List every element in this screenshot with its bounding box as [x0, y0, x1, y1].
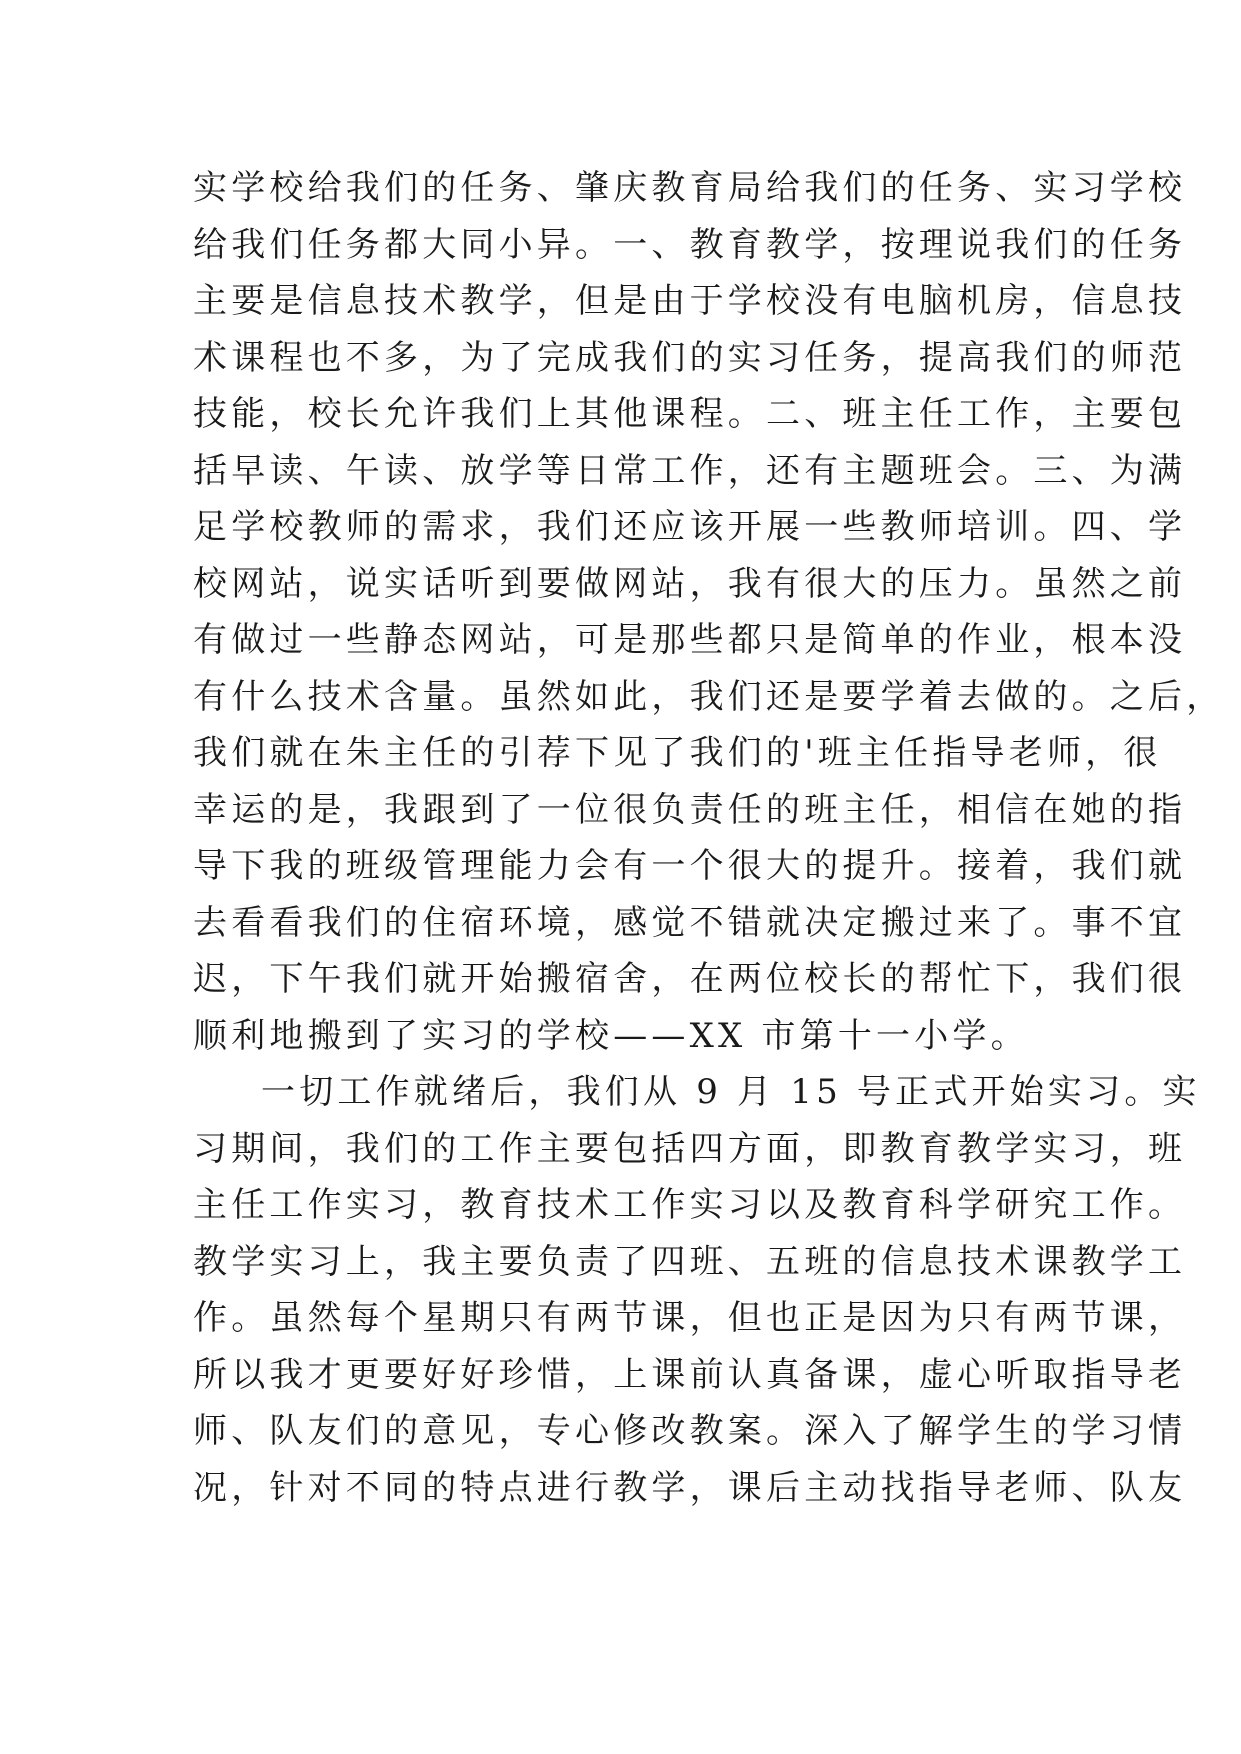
text-line: 教学实习上，我主要负责了四班、五班的信息技术课教学工 — [193, 1241, 1187, 1282]
text-line: 去看看我们的住宿环境，感觉不错就决定搬过来了。事不宜 — [193, 902, 1187, 943]
text-line: 主要是信息技术教学，但是由于学校没有电脑机房，信息技 — [193, 281, 1187, 321]
text-line: 术课程也不多，为了完成我们的实习任务，提高我们的师范 — [193, 337, 1187, 378]
text-line: 我们就在朱主任的引荐下见了我们的'班主任指导老师，很 — [193, 733, 1162, 773]
text-line: 有什么技术含量。虽然如此，我们还是要学着去做的。之后， — [193, 676, 1225, 717]
text-line: 师、队友们的意见，专心修改教案。深入了解学生的学习情 — [193, 1411, 1187, 1451]
text-line: 迟，下午我们就开始搬宿舍，在两位校长的帮忙下，我们很 — [193, 959, 1187, 999]
text-line: 实学校给我们的任务、肇庆教育局给我们的任务、实习学校 — [193, 168, 1187, 208]
body-text — [193, 160, 1225, 1516]
text-line: 有做过一些静态网站，可是那些都只是简单的作业，根本没 — [193, 620, 1187, 660]
text-line: 一切工作就绪后，我们从 9 月 15 号正式开始实习。实 — [261, 1072, 1201, 1112]
text-line: 习期间，我们的工作主要包括四方面，即教育教学实习，班 — [193, 1128, 1187, 1169]
text-line: 所以我才更要好好珍惜，上课前认真备课，虚心听取指导老 — [193, 1354, 1187, 1395]
text-line: 幸运的是，我跟到了一位很负责任的班主任，相信在她的指 — [193, 789, 1187, 830]
paragraph-1 — [193, 160, 1225, 1064]
text-line: 足学校教师的需求，我们还应该开展一些教师培训。四、学 — [193, 507, 1187, 547]
text-line: 括早读、午读、放学等日常工作，还有主题班会。三、为满 — [193, 450, 1187, 491]
text-line: 况，针对不同的特点进行教学，课后主动找指导老师、队友 — [193, 1467, 1187, 1508]
text-line: 校网站，说实话听到要做网站，我有很大的压力。虽然之前 — [193, 563, 1187, 604]
text-line: 作。虽然每个星期只有两节课，但也正是因为只有两节课， — [193, 1298, 1187, 1338]
paragraph-2 — [193, 1064, 1201, 1516]
text-line: 主任工作实习，教育技术工作实习以及教育科学研究工作。 — [193, 1185, 1187, 1225]
text-line: 顺利地搬到了实习的学校——XX 市第十一小学。 — [193, 1015, 1029, 1056]
text-line: 给我们任务都大同小异。一、教育教学，按理说我们的任务 — [193, 224, 1187, 265]
text-line: 技能，校长允许我们上其他课程。二、班主任工作，主要包 — [193, 394, 1187, 434]
text-line: 导下我的班级管理能力会有一个很大的提升。接着，我们就 — [193, 846, 1187, 886]
